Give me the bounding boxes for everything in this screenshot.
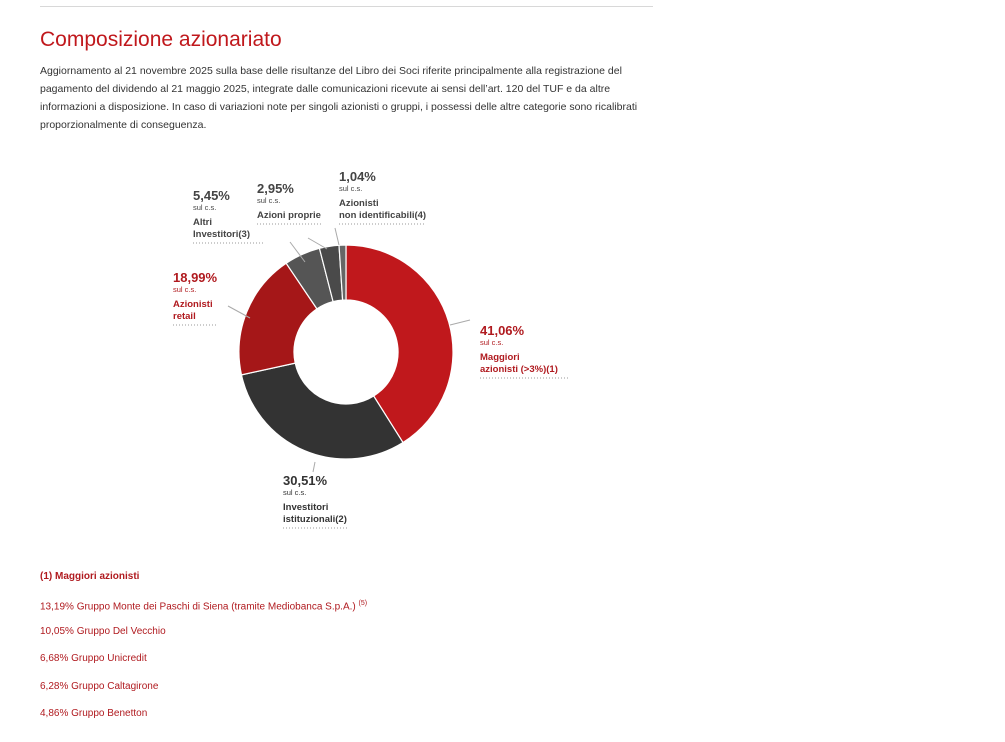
- slice-percentage: 5,45%: [193, 188, 230, 203]
- notes-title: (1) Maggiori azionisti: [40, 571, 140, 582]
- slice-unit: sul c.s.: [173, 285, 197, 294]
- leader-line: [313, 462, 315, 472]
- major-shareholders-notes: [40, 568, 640, 733]
- slice-category-label: Azioni proprie: [257, 210, 321, 221]
- slice-label: [173, 270, 218, 325]
- slice-category-label: istituzionali(2): [283, 514, 347, 525]
- note-item-text: 4,86% Gruppo Benetton: [40, 708, 148, 719]
- slice-unit: sul c.s.: [339, 184, 363, 193]
- slice-unit: sul c.s.: [257, 196, 281, 205]
- leader-line: [450, 320, 470, 325]
- slice-label: [193, 188, 263, 243]
- note-item-text: 10,05% Gruppo Del Vecchio: [40, 625, 166, 637]
- note-item: [40, 705, 640, 733]
- note-item: [40, 595, 640, 623]
- note-item: [40, 650, 640, 678]
- slice-unit: sul c.s.: [283, 488, 307, 497]
- slice-label: [480, 323, 570, 378]
- note-item-text: 13,19% Gruppo Monte dei Paschi di Siena (tramite Mediobanca S.p.A.): [40, 601, 356, 613]
- slice-category-label: azionisti (>3%)(1): [480, 364, 558, 375]
- leader-line: [335, 228, 339, 245]
- slice-category-label: retail: [173, 311, 196, 322]
- slice-category-label: Maggiori: [480, 352, 520, 363]
- slice-category-label: Altri: [193, 217, 212, 228]
- note-item: [40, 623, 640, 651]
- slice-percentage: 1,04%: [339, 169, 376, 184]
- note-item-text: 6,28% Gruppo Caltagirone: [40, 680, 159, 692]
- slice-percentage: 2,95%: [257, 181, 294, 196]
- slice-unit: sul c.s.: [480, 338, 504, 347]
- note-item-footnote: (5): [358, 600, 368, 607]
- slice-category-label: non identificabili(4): [339, 210, 427, 221]
- slice-percentage: 30,51%: [283, 473, 328, 488]
- note-item-text: 6,68% Gruppo Unicredit: [40, 653, 147, 664]
- slice-label: [339, 169, 426, 224]
- notes-list: [40, 595, 640, 733]
- page-title: Composizione azionariato: [40, 28, 282, 51]
- slice-unit: sul c.s.: [193, 203, 217, 212]
- slice-label: [283, 473, 348, 528]
- slice-category-label: Azionisti: [173, 299, 213, 310]
- donut-slice[interactable]: [241, 363, 403, 459]
- intro-text: Aggiornamento al 21 novembre 2025 sulla base delle risultanze del Libro dei Soci riferite principalmente alla registrazione del pagamento del dividendo al 21 maggio 2025, integrate dalle comunicazioni ricevute ai sensi dell’art. 120 del TUF e da altre informazioni a disposizione. In caso di variazioni note per singoli azionisti o gruppi, i possessi delle altre categorie sono ricalibrati proporzionalmente di conseguenza.: [40, 65, 638, 131]
- slice-category-label: Azionisti: [339, 198, 379, 209]
- slice-category-label: Investitori(3): [193, 229, 251, 240]
- slice-category-label: Investitori: [283, 502, 329, 513]
- leader-line: [308, 238, 327, 249]
- slice-label: [257, 181, 322, 224]
- note-item: [40, 678, 640, 706]
- slice-percentage: 41,06%: [480, 323, 525, 338]
- slice-percentage: 18,99%: [173, 270, 218, 285]
